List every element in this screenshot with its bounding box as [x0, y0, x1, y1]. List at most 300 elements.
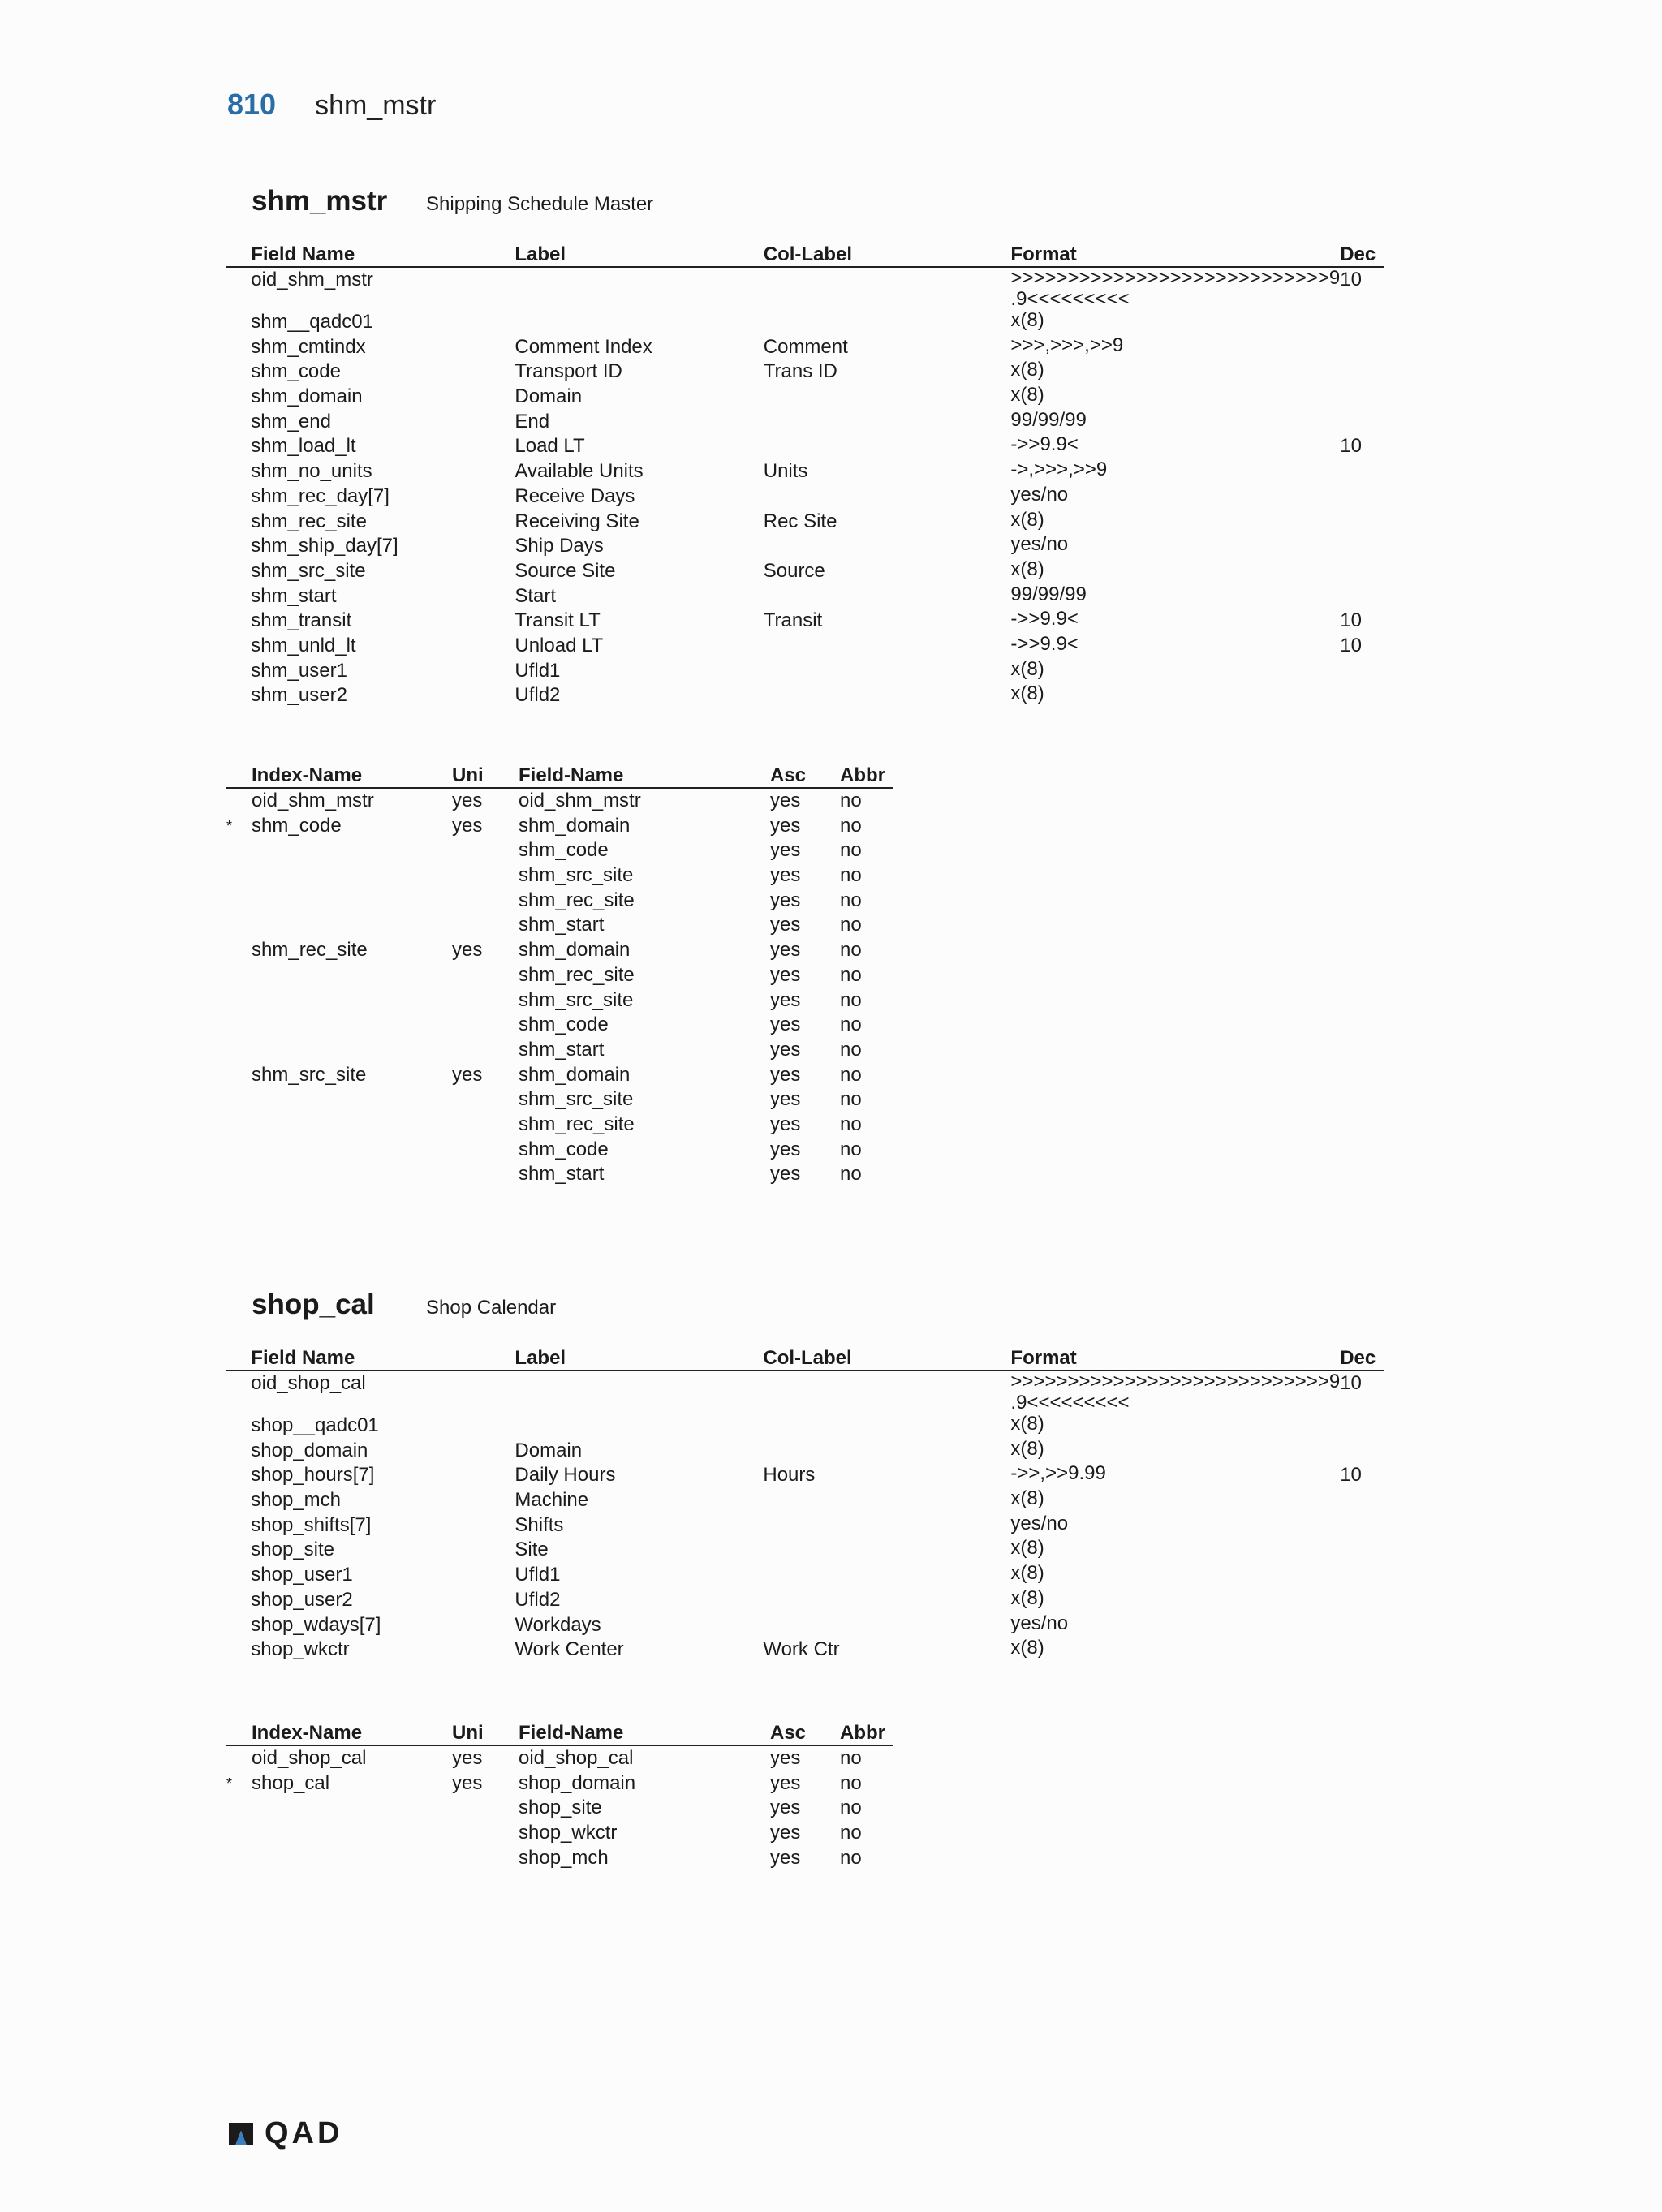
index-table	[226, 761, 893, 1187]
row-marker	[226, 434, 251, 459]
field-label: Domain	[515, 1439, 583, 1461]
index-asc: yes	[770, 839, 801, 862]
field-row	[226, 335, 1384, 360]
index-field-name: shm_rec_site	[519, 1112, 635, 1135]
index-name	[252, 1112, 452, 1138]
field-col-label	[764, 484, 1011, 510]
index-row	[226, 913, 893, 938]
field-dec	[1340, 1488, 1384, 1513]
index-table-header	[226, 761, 893, 788]
field-row	[226, 1463, 1384, 1488]
field-label: Work Center	[515, 1638, 624, 1661]
field-row	[226, 559, 1384, 584]
field-row	[226, 385, 1384, 410]
row-marker	[226, 459, 251, 484]
index-field-name: shm_code	[519, 1138, 609, 1160]
field-dec	[1340, 1414, 1384, 1439]
field-label: Ufld1	[515, 1564, 561, 1586]
index-name: shm_src_site	[252, 1063, 367, 1086]
index-row	[226, 1087, 893, 1112]
field-row	[226, 534, 1384, 559]
index-asc: yes	[770, 1846, 801, 1869]
field-format: x(8)	[1010, 1437, 1044, 1460]
index-unique: yes	[452, 1063, 483, 1086]
asc-header: Asc	[770, 1719, 840, 1745]
field-dec: 10	[1340, 435, 1362, 458]
field-format: x(8)	[1010, 1586, 1044, 1609]
index-name	[252, 1038, 452, 1063]
row-marker	[226, 1513, 251, 1539]
field-format: yes/no	[1010, 533, 1069, 556]
row-marker	[226, 683, 251, 708]
index-asc: yes	[770, 988, 801, 1011]
primary-index-marker	[226, 913, 252, 938]
field-name: shop_wkctr	[251, 1638, 350, 1661]
index-row	[226, 838, 893, 863]
index-name	[252, 988, 452, 1013]
index-row	[226, 963, 893, 988]
field-table-header	[226, 1344, 1384, 1371]
index-abbr: no	[840, 1013, 862, 1036]
row-marker	[226, 1588, 251, 1613]
row-marker	[226, 1463, 251, 1488]
index-field-name: oid_shop_cal	[519, 1747, 634, 1769]
field-name: shm_rec_site	[251, 510, 367, 532]
field-name: shm_no_units	[251, 460, 372, 483]
field-label: Load LT	[515, 435, 585, 458]
field-format: yes/no	[1010, 1612, 1069, 1634]
index-unique	[452, 963, 519, 988]
field-col-label	[764, 310, 1011, 335]
field-name-header: Field-Name	[519, 761, 770, 788]
field-name: shm_user2	[251, 684, 347, 707]
primary-index-marker	[226, 863, 252, 889]
field-row	[226, 1637, 1384, 1663]
index-unique	[452, 1846, 519, 1871]
index-row	[226, 1796, 893, 1821]
field-format: >>>>>>>>>>>>>>>>>>>>>>>>>>>>9 .9<<<<<<<<<	[1010, 1371, 1341, 1414]
index-name-header: Index-Name	[252, 761, 452, 788]
index-field-name: shm_start	[519, 914, 605, 936]
field-format: x(8)	[1010, 1562, 1044, 1585]
index-asc: yes	[770, 814, 801, 837]
field-name: shop__qadc01	[251, 1414, 379, 1436]
field-dec	[1340, 659, 1384, 684]
field-name: shop_wdays[7]	[251, 1613, 381, 1636]
field-name: oid_shm_mstr	[251, 269, 373, 290]
field-name-header: Field Name	[251, 240, 515, 267]
index-name: oid_shop_cal	[252, 1747, 367, 1769]
index-abbr: no	[840, 889, 862, 911]
field-format: ->>9.9<	[1010, 433, 1079, 456]
field-row	[226, 1613, 1384, 1638]
field-dec	[1340, 484, 1384, 510]
field-col-label	[763, 1488, 1010, 1513]
index-unique	[452, 1112, 519, 1138]
field-dec	[1340, 1588, 1384, 1613]
field-name: shm_end	[251, 410, 331, 433]
row-marker	[226, 385, 251, 410]
field-col-label	[764, 659, 1011, 684]
index-abbr: no	[840, 1771, 862, 1794]
field-dec	[1340, 359, 1384, 385]
row-marker	[226, 609, 251, 634]
index-name	[252, 1138, 452, 1163]
index-abbr: no	[840, 939, 862, 962]
index-name: shm_code	[252, 814, 342, 837]
field-name: shm_user1	[251, 659, 347, 682]
field-format: x(8)	[1010, 1537, 1044, 1560]
index-name	[252, 863, 452, 889]
field-label	[515, 310, 763, 335]
index-field-name: shm_start	[519, 1038, 605, 1061]
primary-index-marker	[226, 1013, 252, 1038]
field-name: shop_mch	[251, 1489, 342, 1512]
section-title: shm_mstr	[252, 185, 388, 217]
index-field-name: shm_code	[519, 839, 609, 862]
field-label: Ufld1	[515, 659, 561, 682]
field-label	[515, 1414, 763, 1439]
row-marker	[226, 584, 251, 609]
field-col-label	[763, 1414, 1010, 1439]
field-name: shop_domain	[251, 1439, 368, 1461]
index-row	[226, 889, 893, 914]
index-abbr: no	[840, 790, 862, 811]
field-label: Ufld2	[515, 684, 561, 707]
index-asc: yes	[770, 939, 801, 962]
abbr-header: Abbr	[840, 761, 893, 788]
index-field-name: shm_domain	[519, 1063, 631, 1086]
field-row	[226, 659, 1384, 684]
index-row	[226, 988, 893, 1013]
field-col-label: Transit	[763, 609, 823, 632]
field-col-label	[763, 1588, 1010, 1613]
index-field-name: shm_src_site	[519, 1088, 634, 1111]
index-asc: yes	[770, 1163, 801, 1186]
marker-header	[226, 1344, 251, 1371]
field-format: x(8)	[1010, 384, 1044, 407]
index-asc: yes	[770, 1038, 801, 1061]
field-label: Ship Days	[515, 535, 604, 557]
index-abbr: no	[840, 864, 862, 887]
index-name	[252, 1087, 452, 1112]
label-header: Label	[515, 240, 763, 267]
field-name: shm_cmtindx	[251, 335, 366, 358]
section-description: Shop Calendar	[426, 1297, 557, 1319]
index-field-name: shm_rec_site	[519, 889, 635, 911]
format-header: Format	[1010, 1344, 1340, 1371]
index-field-name: shop_mch	[519, 1846, 609, 1869]
field-dec	[1340, 385, 1384, 410]
field-format: 99/99/99	[1010, 408, 1087, 431]
field-label: End	[515, 410, 550, 433]
index-row	[226, 1112, 893, 1138]
field-format: >>>>>>>>>>>>>>>>>>>>>>>>>>>>9 .9<<<<<<<<<	[1010, 267, 1341, 310]
field-name: shm_rec_day[7]	[251, 484, 390, 507]
field-col-label	[764, 534, 1011, 559]
abbr-header: Abbr	[840, 1719, 893, 1745]
field-name: shop_hours[7]	[251, 1464, 375, 1487]
field-col-label: Work Ctr	[763, 1638, 840, 1661]
index-row	[226, 814, 893, 839]
row-marker	[226, 634, 251, 659]
field-label: Shifts	[515, 1513, 564, 1536]
primary-index-marker	[226, 889, 252, 914]
field-table	[226, 1344, 1384, 1663]
index-row	[226, 788, 893, 814]
field-row	[226, 510, 1384, 535]
index-field-name: oid_shm_mstr	[519, 790, 641, 811]
label-header: Label	[515, 1344, 763, 1371]
field-format: x(8)	[1010, 682, 1044, 705]
field-table	[226, 240, 1384, 708]
row-marker	[226, 534, 251, 559]
index-name	[252, 913, 452, 938]
page-header-title: shm_mstr	[315, 90, 437, 121]
field-col-label	[764, 434, 1011, 459]
field-col-label	[764, 385, 1011, 410]
index-row	[226, 1745, 893, 1771]
field-name: shm__qadc01	[251, 311, 373, 333]
row-marker	[226, 484, 251, 510]
field-label: Transit LT	[515, 609, 601, 632]
field-label: Comment Index	[515, 335, 652, 358]
field-col-label: Hours	[763, 1464, 816, 1487]
index-asc: yes	[770, 1797, 801, 1819]
field-format: yes/no	[1010, 1512, 1069, 1534]
field-format: ->>9.9<	[1010, 632, 1079, 655]
index-field-name: shop_site	[519, 1797, 602, 1819]
field-label: Machine	[515, 1489, 589, 1512]
page-number: 810	[227, 88, 277, 121]
index-abbr: no	[840, 1747, 862, 1769]
primary-index-marker	[226, 1063, 252, 1088]
primary-index-marker	[226, 1087, 252, 1112]
field-row	[226, 634, 1384, 659]
field-row	[226, 1414, 1384, 1439]
dec-header: Dec	[1340, 240, 1384, 267]
index-name	[252, 889, 452, 914]
index-asc: yes	[770, 864, 801, 887]
index-abbr: no	[840, 914, 862, 936]
index-unique	[452, 1087, 519, 1112]
field-format: x(8)	[1010, 1413, 1044, 1435]
index-row	[226, 938, 893, 963]
col-label-header: Col-Label	[763, 1344, 1010, 1371]
uni-header: Uni	[452, 761, 519, 788]
index-row	[226, 1038, 893, 1063]
row-marker	[226, 267, 251, 310]
index-unique	[452, 889, 519, 914]
index-abbr: no	[840, 1163, 862, 1186]
field-name: shop_shifts[7]	[251, 1513, 372, 1536]
field-col-label	[763, 1538, 1010, 1563]
field-label: Unload LT	[515, 634, 604, 656]
index-asc: yes	[770, 1013, 801, 1036]
index-asc: yes	[770, 1822, 801, 1844]
field-name: oid_shop_cal	[251, 1372, 366, 1394]
index-unique	[452, 1796, 519, 1821]
index-row	[226, 1771, 893, 1797]
index-unique	[452, 863, 519, 889]
index-asc: yes	[770, 1063, 801, 1086]
field-row	[226, 1439, 1384, 1464]
row-marker	[226, 1371, 251, 1414]
index-unique	[452, 988, 519, 1013]
index-unique	[452, 1162, 519, 1187]
index-row	[226, 1138, 893, 1163]
field-dec: 10	[1340, 269, 1362, 290]
primary-index-marker	[226, 1821, 252, 1846]
row-marker	[226, 559, 251, 584]
index-unique: yes	[452, 1771, 483, 1794]
field-format: ->>9.9<	[1010, 608, 1079, 630]
field-name: shm_ship_day[7]	[251, 535, 398, 557]
index-abbr: no	[840, 839, 862, 862]
row-marker	[226, 1613, 251, 1638]
primary-index-marker	[226, 1038, 252, 1063]
field-format: x(8)	[1010, 508, 1044, 531]
field-dec	[1340, 1613, 1384, 1638]
section-title: shop_cal	[252, 1289, 375, 1320]
index-name: shop_cal	[252, 1771, 330, 1794]
field-dec	[1340, 510, 1384, 535]
index-unique: yes	[452, 939, 483, 962]
field-name: shm_unld_lt	[251, 634, 356, 656]
field-row	[226, 434, 1384, 459]
index-field-name: shm_domain	[519, 814, 631, 837]
index-abbr: no	[840, 1846, 862, 1869]
field-dec: 10	[1340, 1464, 1362, 1487]
index-unique: yes	[452, 814, 483, 837]
field-col-label: Rec Site	[763, 510, 837, 532]
index-row	[226, 1846, 893, 1871]
index-unique: yes	[452, 790, 483, 811]
section-description: Shipping Schedule Master	[426, 193, 654, 215]
asc-header: Asc	[770, 761, 840, 788]
field-format: x(8)	[1010, 1487, 1044, 1510]
field-row	[226, 1513, 1384, 1539]
index-name-header: Index-Name	[252, 1719, 452, 1745]
primary-index-marker	[226, 988, 252, 1013]
field-format: x(8)	[1010, 309, 1044, 331]
field-dec	[1340, 1538, 1384, 1563]
field-row	[226, 359, 1384, 385]
field-dec	[1340, 1439, 1384, 1464]
index-abbr: no	[840, 1063, 862, 1086]
index-unique	[452, 838, 519, 863]
field-label	[515, 1371, 763, 1414]
index-asc: yes	[770, 1138, 801, 1160]
col-label-header: Col-Label	[764, 240, 1011, 267]
index-row	[226, 1162, 893, 1187]
field-col-label	[764, 634, 1011, 659]
field-dec	[1340, 1513, 1384, 1539]
field-dec	[1340, 335, 1384, 360]
marker-header	[226, 761, 252, 788]
field-label: Daily Hours	[515, 1464, 616, 1487]
dec-header: Dec	[1340, 1344, 1384, 1371]
index-unique	[452, 1138, 519, 1163]
row-marker	[226, 410, 251, 435]
field-name: shm_transit	[251, 609, 352, 632]
field-row	[226, 267, 1384, 310]
row-marker	[226, 310, 251, 335]
field-name-header: Field Name	[251, 1344, 515, 1371]
field-label: Domain	[515, 385, 583, 408]
page-header	[227, 88, 436, 128]
index-field-name: shm_code	[519, 1013, 609, 1036]
field-col-label	[763, 1563, 1010, 1588]
row-marker	[226, 1538, 251, 1563]
format-header: Format	[1010, 240, 1340, 267]
index-abbr: no	[840, 1797, 862, 1819]
index-field-name: shop_domain	[519, 1771, 636, 1794]
index-unique	[452, 1013, 519, 1038]
index-unique	[452, 1821, 519, 1846]
field-dec	[1340, 1637, 1384, 1663]
field-col-label	[763, 1513, 1010, 1539]
index-asc: yes	[770, 1771, 801, 1794]
row-marker	[226, 359, 251, 385]
field-col-label: Trans ID	[763, 360, 837, 383]
field-label: Source Site	[515, 559, 616, 582]
index-name	[252, 838, 452, 863]
index-name	[252, 1013, 452, 1038]
index-abbr: no	[840, 1038, 862, 1061]
index-table	[226, 1719, 893, 1870]
index-abbr: no	[840, 1112, 862, 1135]
index-field-name: shm_src_site	[519, 988, 634, 1011]
row-marker	[226, 335, 251, 360]
field-dec	[1340, 534, 1384, 559]
field-col-label	[764, 584, 1011, 609]
field-col-label	[764, 267, 1011, 310]
field-dec: 10	[1340, 609, 1362, 632]
field-row	[226, 484, 1384, 510]
field-name: shm_start	[251, 584, 337, 607]
primary-index-marker	[226, 838, 252, 863]
field-dec	[1340, 683, 1384, 708]
field-format: >>>,>>>,>>9	[1010, 334, 1124, 356]
primary-index-marker	[226, 1846, 252, 1871]
field-format: 99/99/99	[1010, 583, 1087, 605]
index-row	[226, 1063, 893, 1088]
row-marker	[226, 1414, 251, 1439]
field-row	[226, 310, 1384, 335]
field-row	[226, 584, 1384, 609]
uni-header: Uni	[452, 1719, 519, 1745]
index-field-name: shm_rec_site	[519, 963, 635, 986]
field-format: x(8)	[1010, 359, 1044, 381]
field-format: x(8)	[1010, 1637, 1044, 1659]
field-col-label	[764, 683, 1011, 708]
index-asc: yes	[770, 914, 801, 936]
primary-index-marker	[226, 1112, 252, 1138]
row-marker	[226, 659, 251, 684]
marker-header	[226, 240, 251, 267]
primary-index-marker	[226, 1162, 252, 1187]
index-unique	[452, 1038, 519, 1063]
field-col-label: Units	[763, 460, 808, 483]
field-dec: 10	[1340, 1372, 1362, 1394]
logo-text: QAD	[265, 2116, 343, 2150]
field-row	[226, 1538, 1384, 1563]
field-col-label	[764, 410, 1011, 435]
field-row	[226, 683, 1384, 708]
index-asc: yes	[770, 1088, 801, 1111]
index-asc: yes	[770, 1747, 801, 1769]
